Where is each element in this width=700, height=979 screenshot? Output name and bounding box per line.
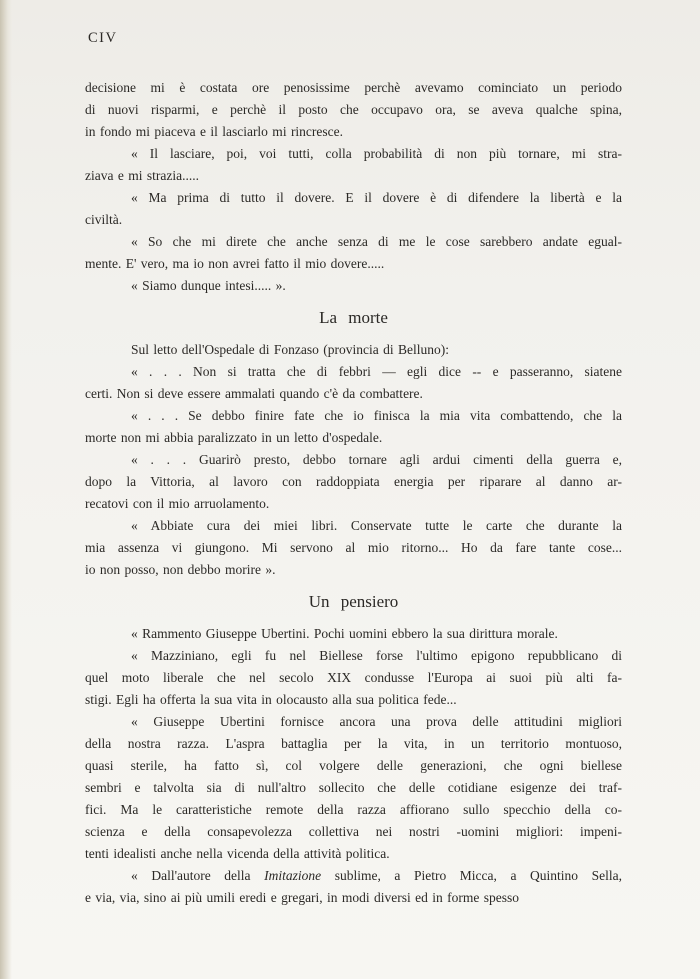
- paragraph: [85, 231, 622, 275]
- text-line: « Il lasciare, poi, voi tutti, colla probabilità di non più tornare, mi stra-: [131, 146, 622, 161]
- paragraph: [85, 405, 622, 449]
- text-line: dopo la Vittoria, al lavoro con raddoppiata energia per riparare al danno ar-: [85, 474, 622, 489]
- text-line: mente. E' vero, ma io non avrei fatto il mio dovere.....: [85, 256, 385, 271]
- page-gutter-shadow: [0, 0, 12, 979]
- text-line: « Mazziniano, egli fu nel Biellese forse l'ultimo epigono repubblicano di: [131, 648, 622, 663]
- paragraph: [85, 645, 622, 711]
- text-line: quasi sterile, ha fatto sì, col volgere delle generazioni, che ogni biellese: [85, 758, 622, 773]
- paragraph: [85, 515, 622, 581]
- text-line: ziava e mi strazia.....: [85, 168, 199, 183]
- text-line: stigi. Egli ha offerta la sua vita in olocausto alla sua politica fede...: [85, 692, 457, 707]
- text-line: quel moto liberale che nel secolo XIX condusse l'Europa ai suoi più alti fa-: [85, 670, 622, 685]
- paragraph: [85, 187, 622, 231]
- text-line: « . . . Non si tratta che di febbri — egli dice -- e passeranno, siatene: [131, 364, 622, 379]
- text-line: Sul letto dell'Ospedale di Fonzaso (provincia di Belluno):: [131, 342, 450, 357]
- text-line: « Giuseppe Ubertini fornisce ancora una prova delle attitudini migliori: [131, 714, 622, 729]
- text-line: tenti idealisti anche nella vicenda della attività politica.: [85, 846, 390, 861]
- text-line: della nostra razza. L'aspra battaglia per la vita, in un territorio montuoso,: [85, 736, 622, 751]
- text-line: decisione mi è costata ore penosissime perchè avevamo cominciato un periodo: [85, 80, 622, 95]
- paragraph: [85, 339, 622, 361]
- section-heading: La morte: [319, 308, 388, 327]
- text-line: recatovi con il mio arruolamento.: [85, 496, 270, 511]
- paragraph: [85, 77, 622, 143]
- paragraph: [85, 623, 622, 645]
- text-line: « Rammento Giuseppe Ubertini. Pochi uomini ebbero la sua dirittura morale.: [131, 626, 558, 641]
- paragraph: [85, 275, 622, 297]
- text-line: « Siamo dunque intesi..... ».: [131, 278, 286, 293]
- text-line: scienza e della consapevolezza collettiva nei nostri -uomini migliori: impeni-: [85, 824, 622, 839]
- text-line: sembri e talvolta sia di null'altro sollecito che delle cotidiane esigenze dei traf-: [85, 780, 622, 795]
- page-number: CIV: [88, 30, 118, 46]
- section-heading: Un pensiero: [308, 592, 399, 611]
- page-text-body: [85, 77, 622, 909]
- text-line: fici. Ma le caratteristiche remote della razza affiorano sullo specchio della co-: [85, 802, 622, 817]
- text-line: in fondo mi piaceva e il lasciarlo mi rincresce.: [85, 124, 344, 139]
- text-line: morte non mi abbia paralizzato in un letto d'ospedale.: [85, 430, 383, 445]
- text-line: « So che mi direte che anche senza di me le cose sarebbero andate egual-: [131, 234, 622, 249]
- paragraph: [85, 449, 622, 515]
- text-line: mia assenza vi giungono. Mi servono al mio ritorno... Ho da fare tante cose...: [85, 540, 622, 555]
- text-line: certi. Non si deve essere ammalati quando c'è da combattere.: [85, 386, 423, 401]
- paragraph: [85, 143, 622, 187]
- text-line: « Dall'autore della Imitazione sublime, a Pietro Micca, a Quintino Sella,: [131, 868, 622, 883]
- text-line: e via, via, sino ai più umili eredi e gregari, in modi diversi ed in forme spesso: [85, 890, 520, 905]
- text-line: io non posso, non debbo morire ».: [85, 562, 276, 577]
- text-line: « . . . Guarirò presto, debbo tornare agli ardui cimenti della guerra e,: [131, 452, 622, 467]
- text-line: di nuovi risparmi, e perchè il posto che occupavo ora, se aveva qualche spina,: [85, 102, 622, 117]
- paragraph: [85, 361, 622, 405]
- paragraph: [85, 711, 622, 865]
- paragraph: [85, 865, 622, 909]
- text-line: « Ma prima di tutto il dovere. E il dovere è di difendere la libertà e la: [131, 190, 622, 205]
- text-line: « Abbiate cura dei miei libri. Conservate tutte le carte che durante la: [131, 518, 622, 533]
- text-line: « . . . Se debbo finire fate che io finisca la mia vita combattendo, che la: [131, 408, 622, 423]
- text-line: civiltà.: [85, 212, 123, 227]
